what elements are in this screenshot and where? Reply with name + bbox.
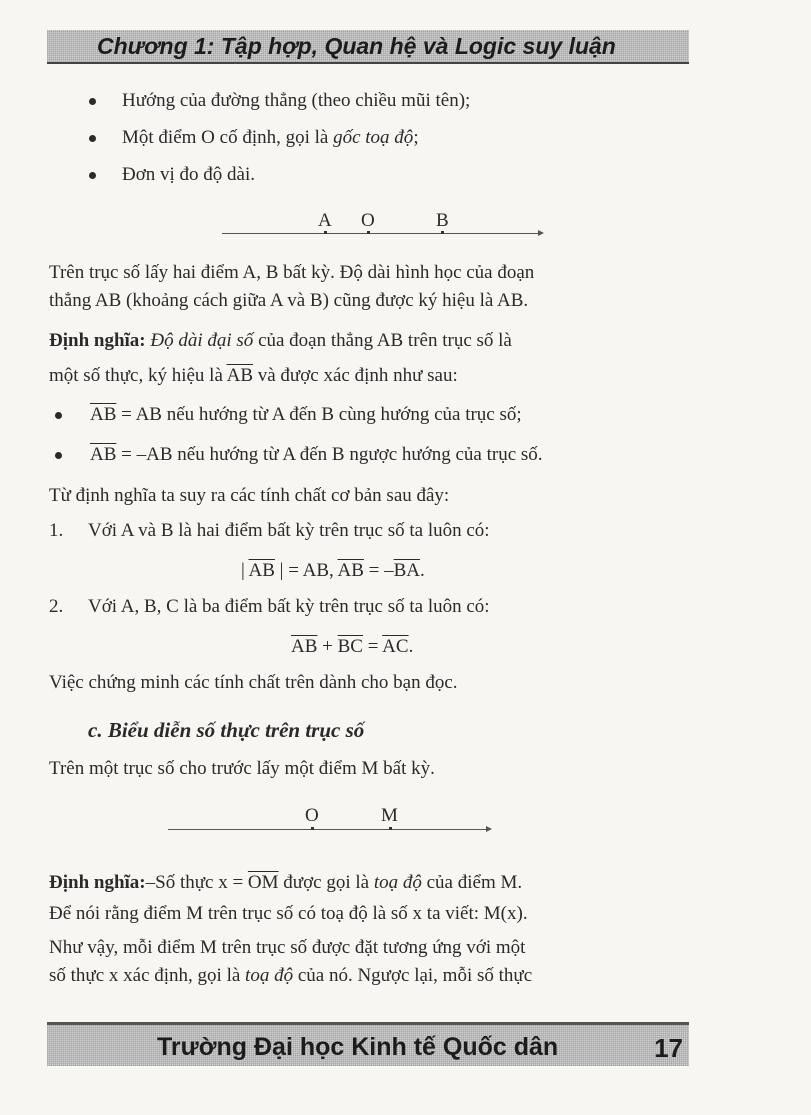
paragraph-line: thẳng AB (khoảng cách giữa A và B) cũng được ký hiệu là AB. (49, 290, 529, 311)
axis-point (389, 827, 392, 830)
property-1-text: Với A và B là hai điểm bất kỳ trên trục số ta luôn có: (88, 520, 490, 541)
section-heading: c. Biểu diễn số thực trên trục số (88, 718, 365, 742)
number-axis (168, 829, 490, 830)
axis-point (324, 231, 327, 234)
properties-intro: Từ định nghĩa ta suy ra các tính chất cơ bản sau đây: (49, 485, 450, 506)
axis-point-label: A (318, 210, 332, 231)
bullet-item: Hướng của đường thẳng (theo chiều mũi tên); (122, 90, 471, 111)
bullet-dot (55, 412, 62, 419)
bullet-dot (55, 452, 62, 459)
def-bullet-item: $\overline{AB} = -AB$ nếu hướng từ A đến B ngược hướng của trục số. (90, 444, 543, 465)
bullet-item: Đơn vị đo độ dài. (122, 164, 256, 185)
axis-point-label: M (381, 805, 398, 826)
bullet-dot (89, 135, 96, 142)
footer-institution: Trường Đại học Kinh tế Quốc dân (157, 1033, 559, 1061)
chapter-title: Chương 1: Tập hợp, Quan hệ và Logic suy luận (97, 33, 616, 59)
axis-point-label: O (361, 210, 375, 231)
proof-note: Việc chứng minh các tính chất trên dành cho bạn đọc. (49, 672, 458, 693)
axis-point-label: O (305, 805, 319, 826)
page-number: 17 (654, 1033, 683, 1063)
bullet-item: Một điểm O cố định, gọi là gốc toạ độ; (122, 127, 419, 148)
property-1-number: 1. (49, 520, 64, 541)
paragraph-line: Để nói rằng điểm M trên trục số có toạ độ là số x ta viết: M(x). (49, 903, 528, 924)
bullet-dot (89, 98, 96, 105)
def-bullet-item: $\overline{AB}$ = AB nếu hướng từ A đến B cùng hướng của trục số; (90, 404, 522, 425)
paragraph-line: số thực x xác định, gọi là toạ độ của nó. Ngược lại, mỗi số thực (49, 965, 533, 986)
bullet-dot (89, 172, 96, 179)
definition-cont: một số thực, ký hiệu là $\overline{AB}$ và được xác định như sau: (49, 365, 458, 386)
paragraph-line: Trên trục số lấy hai điểm A, B bất kỳ. Độ dài hình học của đoạn (49, 262, 535, 283)
number-axis (222, 233, 542, 234)
definition: Định nghĩa: Độ dài đại số của đoạn thẳng AB trên trục số là (49, 330, 512, 351)
paragraph-line: Trên một trục số cho trước lấy một điểm M bất kỳ. (49, 758, 435, 779)
chapter-header (47, 30, 689, 64)
axis-point-label: B (436, 210, 449, 231)
property-2-text: Với A, B, C là ba điểm bất kỳ trên trục số ta luôn có: (88, 596, 490, 617)
property-2-formula: $\overline{AB} + \overline{BC} = \overline{AC}$. (291, 636, 414, 657)
axis-point (441, 231, 444, 234)
definition: Định nghĩa:–Số thực $x = \overline{OM}$ được gọi là toạ độ của điểm M. (49, 872, 523, 893)
property-2-number: 2. (49, 596, 64, 617)
property-1-formula: | $\overline{AB}$ | = AB, $\overline{AB} = -\overline{BA}$. (241, 560, 425, 581)
page-footer (47, 1022, 689, 1066)
axis-point (367, 231, 370, 234)
paragraph-line: Như vậy, mỗi điểm M trên trục số được đặt tương ứng với một (49, 937, 526, 958)
axis-point (311, 827, 314, 830)
